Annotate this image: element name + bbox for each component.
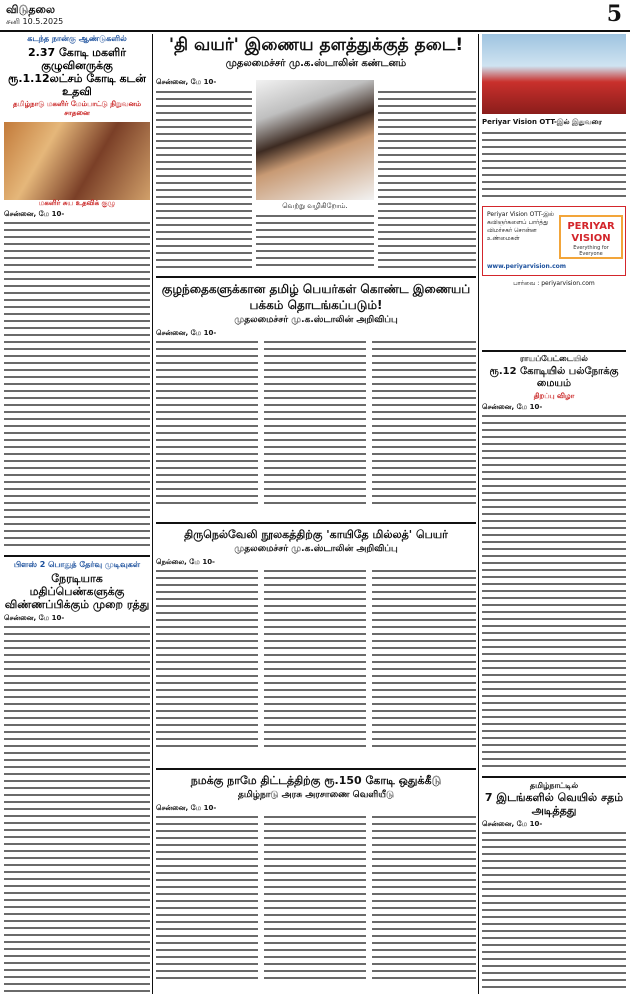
top-story-body-3: [378, 88, 476, 268]
ad-body: [482, 129, 626, 199]
ad-title: Periyar Vision OTT-இல் இதுவரை: [482, 118, 602, 126]
left-mid-byline: சென்னை, மே 10-: [4, 614, 65, 622]
right-story-deck: திறப்பு விழா: [533, 392, 575, 400]
left-top-headline: 2.37 கோடி மகளிர் குழுவினருக்கு ரூ.1.12லட்சம் கோடி கடன் உதவி: [8, 46, 146, 98]
top-story-headline: 'தி வயர்' இணைய தளத்துக்குத் தடை!: [168, 35, 464, 55]
left-top-body: [4, 219, 150, 549]
right-story-body: [482, 412, 626, 770]
childcare-story: [156, 276, 476, 516]
masthead-name: விடுதலை: [6, 3, 56, 16]
tirunelveli-body: [156, 567, 476, 752]
page-number: 5: [606, 1, 622, 27]
childcare-body: [156, 338, 476, 508]
top-story-caption: வெற்று வழிகிறோம்.: [282, 202, 348, 210]
ad-web: பார்வை : periyarvision.com: [513, 280, 595, 287]
weather-body: [482, 829, 626, 989]
ad-train-photo: [482, 34, 626, 114]
scheme-body: [156, 813, 476, 983]
top-story: [156, 34, 476, 269]
left-top-photo-caption: மகளிர் சுய உதவிக் குழு: [38, 199, 116, 207]
left-mid-body: [4, 623, 150, 994]
left-top-kicker: கடந்த நான்கு ஆண்டுகளில்: [27, 34, 127, 43]
left-top-byline: சென்னை, மே 10-: [4, 210, 65, 218]
right-story: [482, 350, 626, 770]
left-mid-kicker: பிளஸ் 2 பொதுத் தேர்வு முடிவுகள்: [13, 560, 141, 569]
tirunelveli-headline: திருநெல்வேலி நூலகத்திற்கு 'காயிதே மில்லத்' பெயர்: [184, 528, 448, 541]
periyar-vision-ad: [482, 34, 626, 344]
weather-kicker: தமிழ்நாட்டில்: [529, 781, 579, 790]
chief-minister-photo: [256, 80, 374, 200]
ad-url[interactable]: www.periyarvision.com: [487, 263, 567, 270]
right-story-byline: சென்னை, மே 10-: [482, 403, 543, 411]
weather-story: [482, 776, 626, 994]
tirunelveli-story: [156, 522, 476, 762]
left-top-photo: [4, 122, 150, 208]
ad-box: [482, 206, 626, 276]
right-story-kicker: ராயப்பேட்டையில்: [520, 354, 588, 363]
top-story-deck: முதலமைச்சர் மு.க.ஸ்டாலின் கண்டனம்: [225, 58, 407, 69]
scheme-byline: சென்னை, மே 10-: [156, 804, 217, 812]
ad-promo: Periyar Vision OTT-இல் கவிஞர்களைப் பார்த்து விமர்சகர் சொன்ன உண்மைகள்: [487, 211, 555, 242]
scheme-headline: நமக்கு நாமே திட்டத்திற்கு ரூ.150 கோடி ஒதுக்கீடு: [190, 774, 442, 787]
left-mid-headline: நேரடியாக மதிப்பெண்களுக்கு விண்ணப்பிக்கும் முறை ரத்து: [4, 572, 150, 611]
childcare-byline: சென்னை, மே 10-: [156, 329, 217, 337]
tirunelveli-byline: நெல்லை, மே 10-: [156, 558, 215, 566]
tirunelveli-deck: முதலமைச்சர் மு.க.ஸ்டாலின் அறிவிப்பு: [234, 544, 398, 554]
ad-tagline: Everything for Everyone: [573, 245, 609, 257]
periyar-vision-logo: [559, 215, 623, 259]
scheme-deck: தமிழ்நாடு அரசு அரசாணை வெளியீடு: [237, 790, 395, 800]
weather-headline: 7 இடங்களில் வெயில் சதம் அடித்தது: [484, 791, 624, 817]
ad-brand: PERIYAR VISION: [567, 221, 615, 244]
top-story-byline: சென்னை, மே 10-: [156, 78, 217, 86]
top-story-body-2: [256, 212, 374, 268]
childcare-deck: முதலமைச்சர் மு.க.ஸ்டாலின் அறிவிப்பு: [234, 315, 398, 325]
left-column: [4, 34, 150, 994]
masthead-date: சனி 10.5.2025: [6, 17, 64, 26]
scheme-story: [156, 768, 476, 994]
right-story-headline: ரூ.12 கோடியில் பல்நோக்கு மையம்: [489, 366, 619, 389]
masthead: [0, 0, 630, 32]
top-story-body-1: [156, 88, 252, 268]
childcare-headline: குழந்தைகளுக்கான தமிழ் பெயர்கள் கொண்ட இணையப் பக்கம் தொடங்கப்படும்!: [161, 282, 471, 312]
weather-byline: சென்னை, மே 10-: [482, 820, 543, 828]
left-top-deck: தமிழ்நாடு மகளிர் மேம்பாட்டு நிறுவனம் சாதனை: [13, 100, 141, 117]
